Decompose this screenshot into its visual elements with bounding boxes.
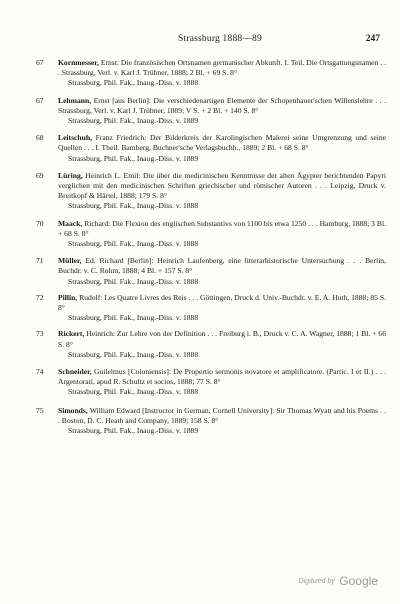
bibliography-entry (36, 329, 386, 360)
entry-number: 73 (36, 329, 44, 339)
bibliography-entry (36, 58, 386, 89)
bibliography-entry (36, 256, 386, 287)
bibliography-entry (36, 96, 386, 127)
entry-author: Simonds, (58, 405, 88, 415)
entry-author: Rickert, (58, 329, 85, 339)
entry-number: 74 (36, 367, 44, 377)
google-logo: Google (339, 574, 378, 588)
running-title: Strassburg 1888—89 (178, 34, 262, 44)
entry-author: Leitschuh, (58, 133, 92, 143)
entry-number: 67 (36, 58, 44, 67)
entry-imprint: Strassburg, Phil. Fak., Inaug.-Diss. v. 1888 (68, 387, 199, 397)
entry-text: William Edward [Instructor in German, Cornell University]: Sir Thomas Wyatt and his Poems . . . Boston, D. C. Heath and Company, 1889; 158 S. 8° (58, 405, 386, 425)
entry-imprint: Strassburg, Phil. Fak., Inaug.-Diss. v. 1888 (68, 201, 199, 211)
entry-imprint: Strassburg, Phil. Fak., Inaug.-Diss. v. 1889 (68, 116, 199, 126)
entry-text: Ernst: Die französischen Ortsnamen germanischer Abkunft. I. Teil. Die Ortsgattungsnamen . . . Strassburg, Verl. v. Karl J. Trübner, 1888; 2 Bl. + 69 S. 8° (58, 58, 386, 78)
digitized-by-label: Digitized by (298, 578, 335, 585)
entry-number: 67 (36, 95, 44, 105)
entry-author: Pillin, (58, 292, 78, 302)
entry-body (58, 96, 386, 127)
entry-body (58, 256, 386, 287)
google-watermark (299, 572, 378, 590)
entry-number: 69 (36, 170, 44, 180)
entry-text: Ed. Richard [Berlin]: Heinrich Laufenberg, eine litterarhistorische Untersuchung . . . Berlin, Buchdr. v. C. Rohm, 1888; 4 Bl. + 157 S. 8° (58, 256, 387, 276)
entry-imprint: Strassburg, Phil. Fak., Inaug.-Diss. v. 1888 (68, 276, 199, 286)
page-number: 247 (365, 34, 380, 44)
entry-imprint: Strassburg, Phil. Fak., Inaug.-Diss. v. 1888 (68, 349, 199, 359)
entry-imprint: Strassburg, Phil. Fak., Inaug.-Diss. v. 1888 (68, 239, 199, 249)
bibliography-entry (36, 293, 386, 324)
bibliography-entry (36, 171, 386, 212)
entry-author: Schneider, (58, 367, 92, 377)
entry-imprint: Strassburg, Phil. Fak., Inaug.-Diss. v. 1889 (68, 153, 199, 163)
entry-number: 70 (36, 218, 44, 228)
entry-body (58, 367, 386, 398)
entry-text: Franz Friedrich: Der Bilderkreis der Karolingischen Malerei seine Umgrenzung und seine Quellen . . . I. Theil. Bamberg, Buchner'sche Verlagsbuchh., 1889; 2 Bl. + 68 S. 8° (58, 133, 386, 153)
entry-list (36, 58, 386, 436)
entry-text: Heinrich L. Emil: Die über die medicinischen Kenntnisse der alten Ägypter berichtenden Papyri verglichen mit den medicinischen Schriften griechischer und römischer Autoren . . . Leipzig, Druck v. Breitkopf & Härtel, 1888; 179 S. 8° (58, 170, 386, 201)
entry-body (58, 406, 386, 437)
entry-text: Heinrich: Zur Lehre von der Definition . . . Freiburg i. B., Druck v. C. A. Wagner, 1888; 1 Bl. + 66 S. 8° (58, 329, 386, 349)
entry-number: 71 (36, 256, 44, 266)
entry-number: 72 (36, 292, 44, 302)
entry-imprint: Strassburg, Phil. Fak., Inaug.-Diss. v. 1888 (68, 78, 199, 88)
bibliography-entry (36, 367, 386, 398)
entry-text: Guilelmus [Coloniensis]: De Propertio sermonis novatore et amplificatore. (Partic. I et II.) . . . Argentorati, apud R. Schultz et socios, 1888; 77 S. 8° (58, 367, 386, 387)
entry-number: 75 (36, 405, 44, 415)
entry-body (58, 219, 386, 250)
entry-text: Ernst [aus Berlin]: Die verschiedenartigen Elemente der Schopenhauer'schen Willenslehre . . . Strassburg, Verl. v. Karl J. Trübner, 1889; V S. + 2 Bl. + 140 S. 8° (58, 95, 386, 115)
entry-imprint: Strassburg, Phil. Fak., Inaug.-Diss. v. 1889 (68, 426, 199, 436)
entry-number: 68 (36, 133, 44, 143)
entry-body (58, 329, 386, 360)
bibliography-entry (36, 406, 386, 437)
entry-body (58, 171, 386, 212)
entry-body (58, 133, 386, 164)
bibliography-entry (36, 133, 386, 164)
entry-body (58, 58, 386, 89)
bibliography-entry (36, 219, 386, 250)
entry-imprint: Strassburg, Phil. Fak., Inaug.-Diss. v. 1888 (68, 313, 199, 323)
running-head (60, 34, 380, 48)
entry-author: Lüring, (58, 170, 83, 180)
entry-text: Richard: Die Flexion des englischen Substantivs von 1100 bis etwa 1250 . . . Hamburg, 1888; 3 Bl. + 68 S. 8° (58, 218, 386, 238)
entry-author: Kornmesser, (58, 58, 99, 67)
entry-text: Rudolf: Les Quatre Livres des Reis . . . Göttingen, Druck d. Univ.-Buchdr. v. E. A. Huth, 1888; 85 S. 8° (58, 292, 386, 313)
entry-author: Maack, (58, 218, 83, 228)
entry-author: Lehmann, (58, 95, 92, 105)
entry-body (58, 293, 386, 324)
entry-author: Müller, (58, 256, 82, 266)
